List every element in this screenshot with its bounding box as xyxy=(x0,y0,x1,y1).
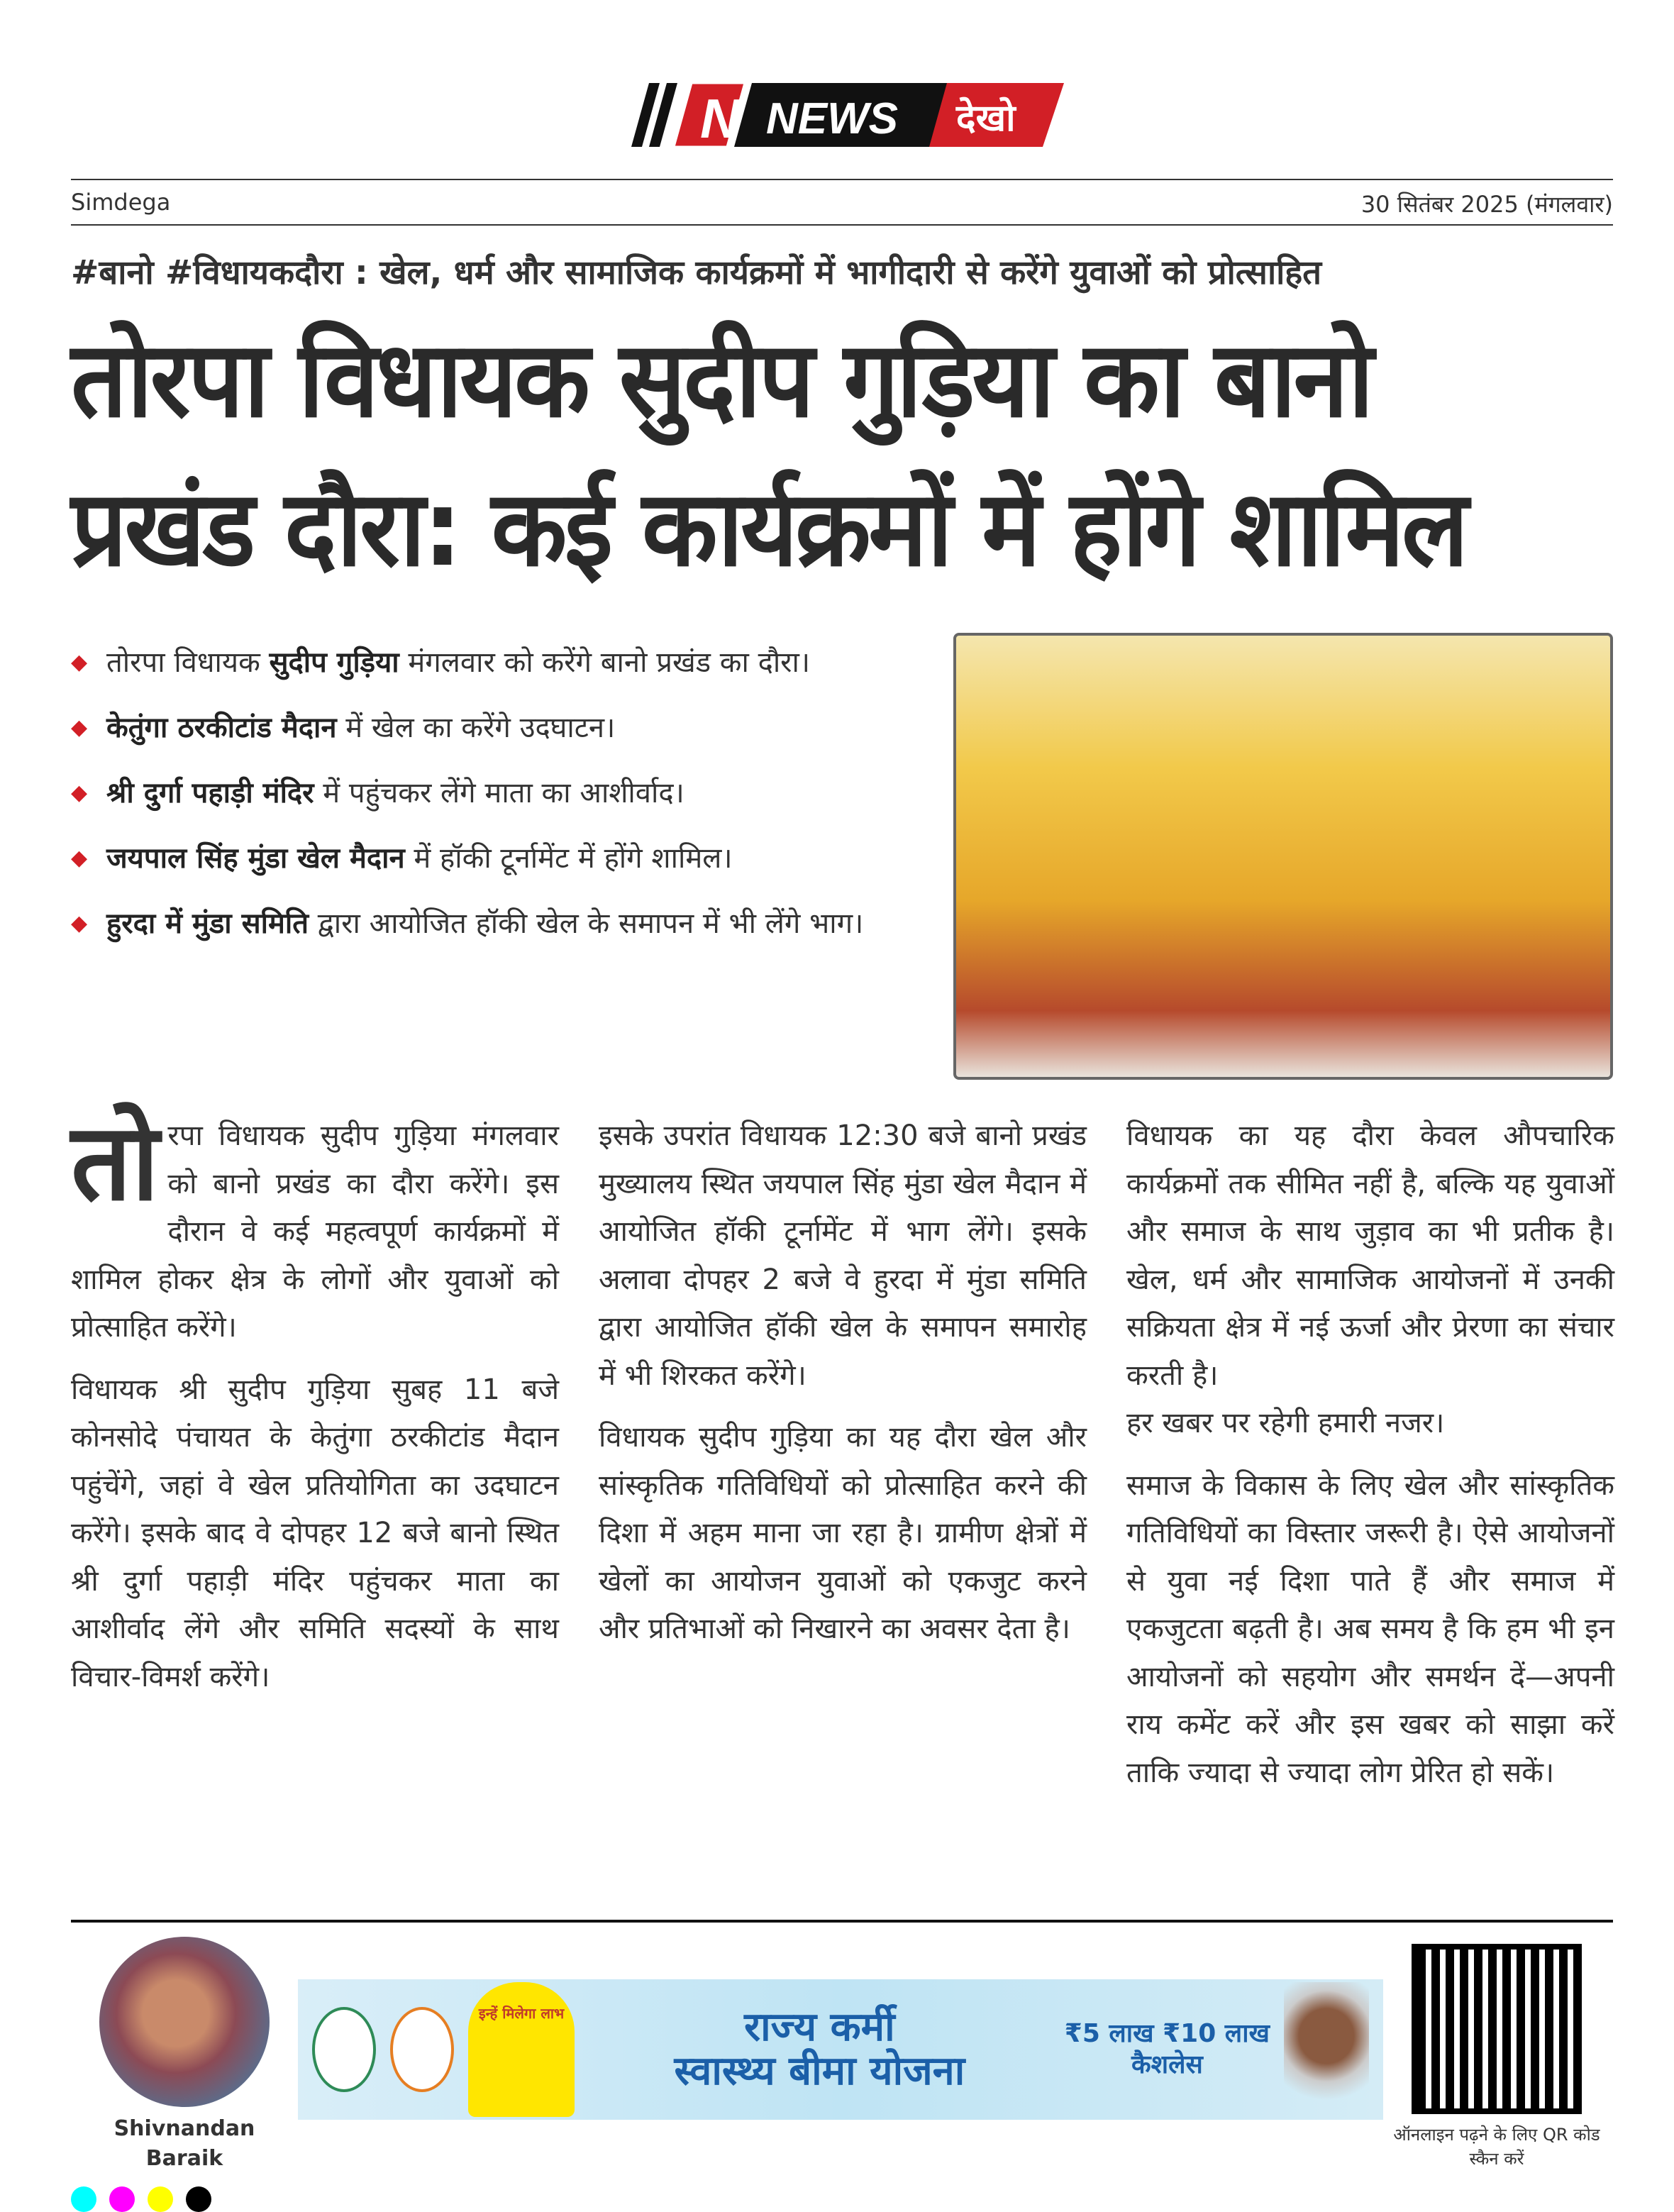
ad-banner[interactable] xyxy=(298,1979,1383,2120)
svg-text:NEWS: NEWS xyxy=(766,94,898,143)
location: Simdega xyxy=(71,189,171,216)
date: 30 सितंबर 2025 (मंगलवार) xyxy=(1360,191,1613,218)
magenta-registration-dot xyxy=(109,2186,135,2212)
news-dekho-logo xyxy=(617,79,1064,150)
list-item: ◆ हुरदा में मुंडा समिति द्वारा आयोजित हॉकी खेल के समापन में भी लेंगे भाग। xyxy=(71,900,894,948)
kicker: #बानो #विधायकदौरा : खेल, धर्म और सामाजिक कार्यक्रमों में भागीदारी से करेंगे युवाओं को प्रोत्साहित xyxy=(71,253,1322,292)
article-column-3: विधायक का यह दौरा केवल औपचारिक कार्यक्रमों तक सीमित नहीं है, बल्कि यह युवाओं और समाज के साथ जुड़ाव का भी प्रतीक है। खेल, धर्म और सामाजिक आयोजनों में उनकी सक्रियता क्षेत्र में नई ऊर्जा और प्रेरणा का संचार करती है। हर खबर पर रहेगी हमारी नजर। समाज के विकास के लिए खेल और सांस्कृतिक गतिविधियों का विस्तार जरूरी है। ऐसे आयोजनों से युवा नई दिशा पाते हैं और समाज में एकजुटता बढ़ती है। अब समय है कि हम भी इन आयोजनों को सहयोग और समर्थन दें—अपनी राय कमेंट करें और इस खबर को साझा करें ताकि ज्यादा से ज्यादा लोग प्रेरित हो सकें। xyxy=(1126,1119,1614,1789)
headline: तोरपा विधायक सुदीप गुड़िया का बानो प्रखंड दौरा: कई कार्यक्रमों में होंगे शामिल xyxy=(71,319,1466,590)
jharkhand-seal-icon xyxy=(312,2007,376,2092)
drop-cap: तो xyxy=(71,1101,160,1224)
header-rule-bottom xyxy=(71,224,1613,226)
article-column-2: इसके उपरांत विधायक 12:30 बजे बानो प्रखंड मुख्यालय स्थित जयपाल सिंह मुंडा खेल मैदान में आयोजित हॉकी टूर्नामेंट में भाग लेंगे। इसके अलावा दोपहर 2 बजे वे हुरदा में मुंडा समिति द्वारा आयोजित हॉकी खेल के समापन समारोह में भी शिरकत करेंगे। विधायक सुदीप गुड़िया का यह दौरा खेल और सांस्कृतिक गतिविधियों को प्रोत्साहित करने की दिशा में अहम माना जा रहा है। ग्रामीण क्षेत्रों में खेलों का आयोजन युवाओं को एकजुट करने और प्रतिभाओं को निखारने का अवसर देता है। xyxy=(599,1119,1087,1645)
ad-person-photo xyxy=(1284,1982,1369,2117)
highlights-list xyxy=(71,638,894,965)
list-item: ◆ केतुंगा ठरकीटांड मैदान में खेल का करेंगे उदघाटन। xyxy=(71,704,894,752)
list-item: ◆ श्री दुर्गा पहाड़ी मंदिर में पहुंचकर लेंगे माता का आशीर्वाद। xyxy=(71,769,894,817)
qr-code[interactable] xyxy=(1412,1944,1582,2114)
list-item: ◆ तोरपा विधायक सुदीप गुड़िया मंगलवार को करेंगे बानो प्रखंड का दौरा। xyxy=(71,638,894,687)
jsas-logo-icon xyxy=(390,2007,454,2092)
author-avatar xyxy=(99,1937,270,2107)
ad-tag: इन्हें मिलेगा लाभ xyxy=(468,1982,575,2117)
ad-title: राज्य कर्मी स्वास्थ्य बीमा योजना xyxy=(674,2004,965,2094)
svg-text:देखो: देखो xyxy=(956,97,1016,140)
svg-text:N: N xyxy=(700,87,741,150)
qr-caption: ऑनलाइन पढ़ने के लिए QR कोड स्कैन करें xyxy=(1393,2125,1600,2169)
durga-idol-photo xyxy=(953,633,1613,1080)
footer-rule xyxy=(71,1920,1613,1923)
ad-amounts: ₹5 लाख ₹10 लाख कैशलेस xyxy=(1064,2019,1270,2079)
black-registration-dot xyxy=(186,2186,211,2212)
header-rule xyxy=(71,179,1613,180)
article-column-1: तोरपा विधायक सुदीप गुड़िया मंगलवार को बानो प्रखंड का दौरा करेंगे। इस दौरान वे कई महत्वपूर्ण कार्यक्रमों में शामिल होकर क्षेत्र के लोगों और युवाओं को प्रोत्साहित करेंगे। विधायक श्री सुदीप गुड़िया सुबह 11 बजे कोनसोदे पंचायत के केतुंगा ठरकीटांड मैदान पहुंचेंगे, जहां वे खेल प्रतियोगिता का उदघाटन करेंगे। इसके बाद वे दोपहर 12 बजे बानो स्थित श्री दुर्गा पहाड़ी मंदिर पहुंचकर माता का आशीर्वाद लेंगे और समिति सदस्यों के साथ विचार-विमर्श करेंगे। xyxy=(71,1101,559,1693)
list-item: ◆ जयपाल सिंह मुंडा खेल मैदान में हॉकी टूर्नामेंट में होंगे शामिल। xyxy=(71,834,894,883)
cyan-registration-dot xyxy=(71,2186,96,2212)
author-name: Shivnandan Baraik xyxy=(113,2116,255,2171)
yellow-registration-dot xyxy=(148,2186,173,2212)
